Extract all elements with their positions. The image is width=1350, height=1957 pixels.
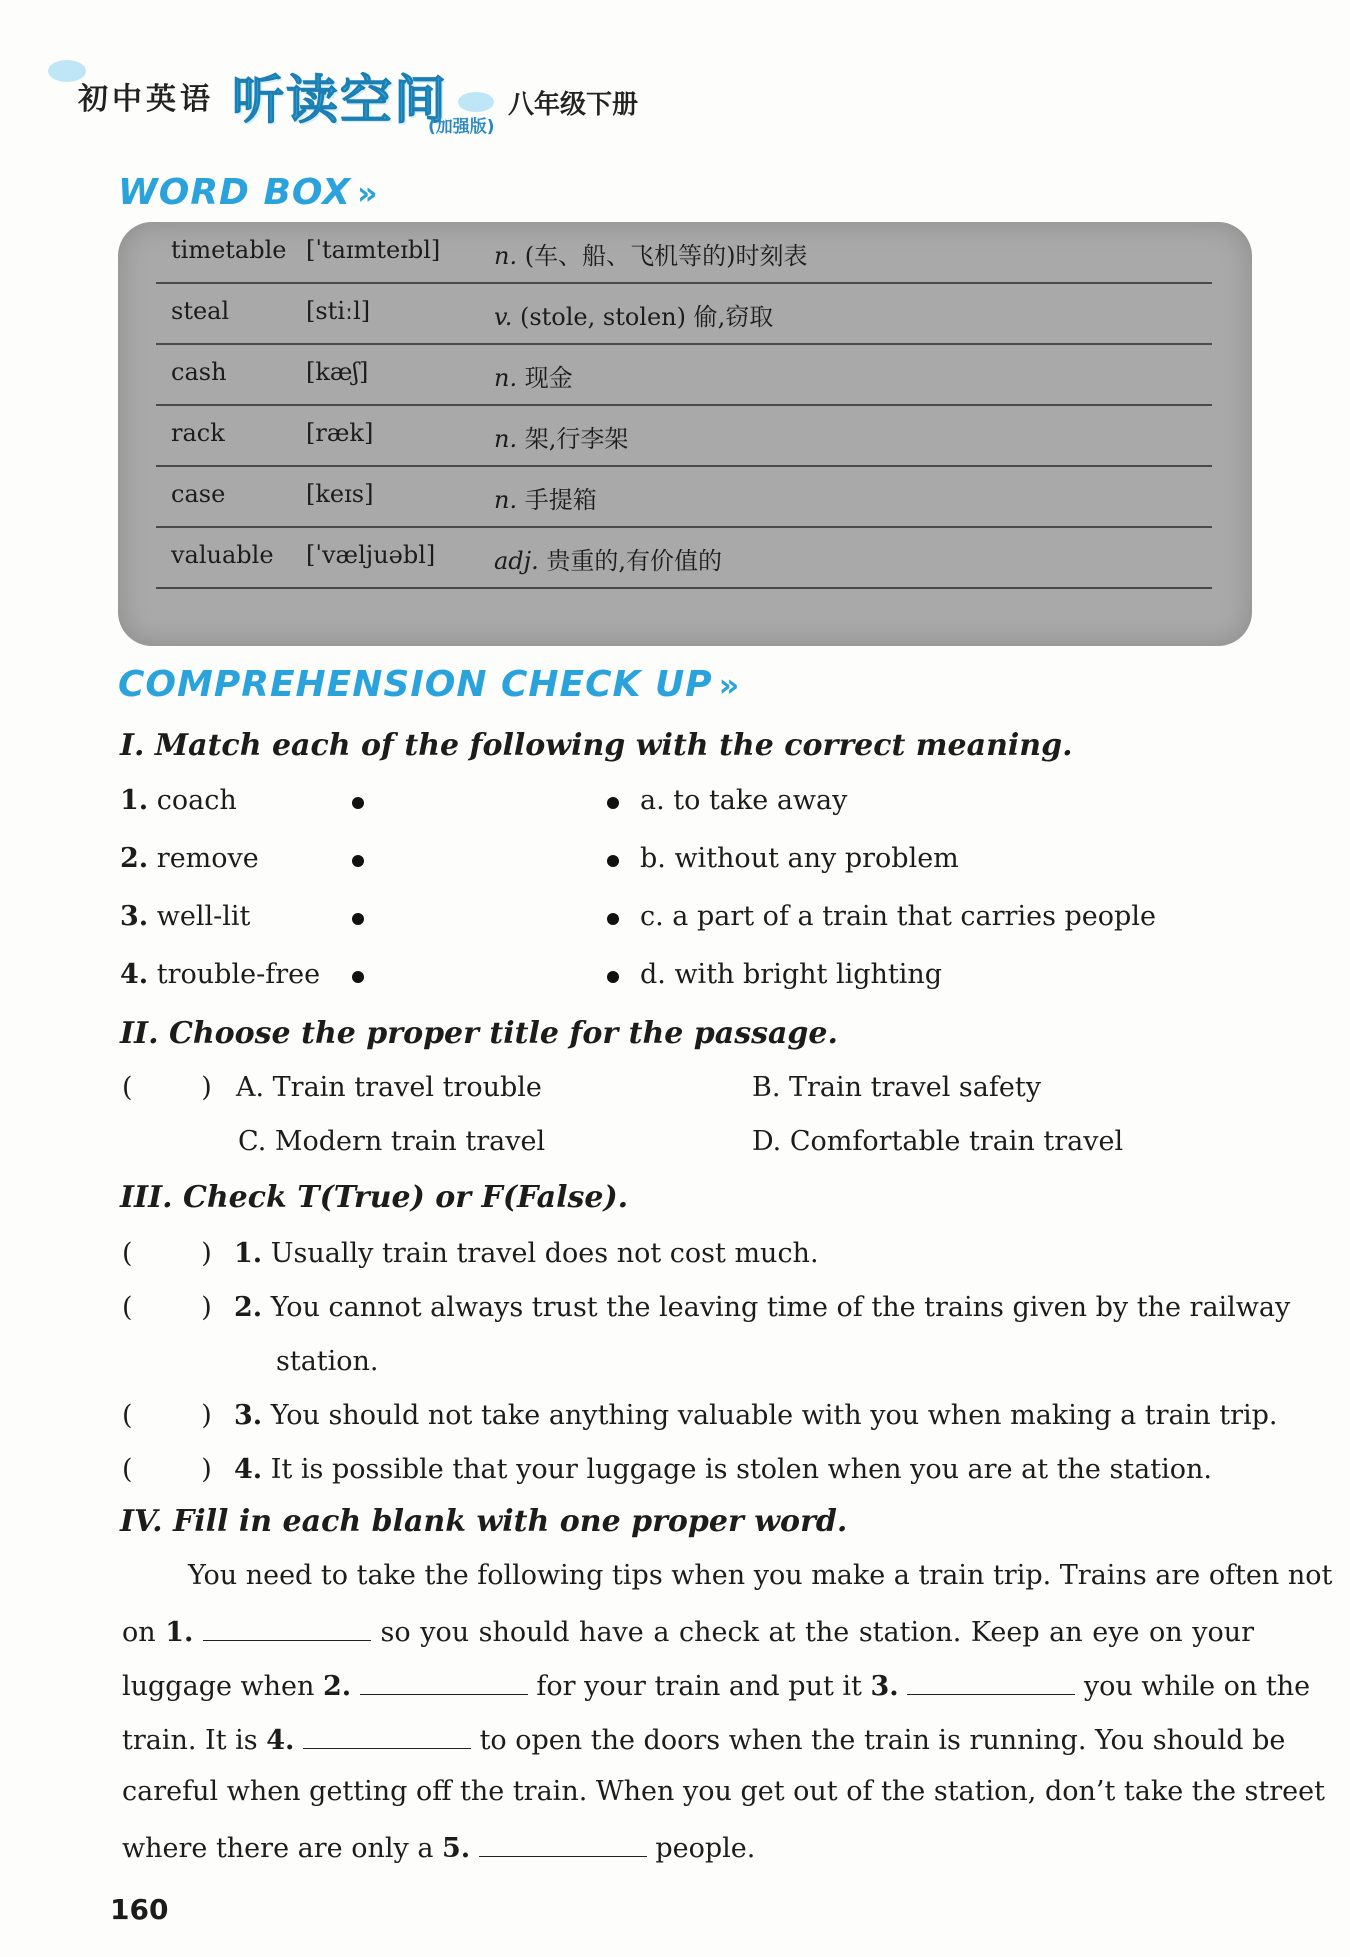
match-meaning: b. without any problem (640, 843, 959, 874)
phonetic: [ræk] (306, 419, 374, 447)
blank-input-2[interactable] (360, 1668, 528, 1695)
passage-text: for your train and put it (527, 1671, 871, 1702)
series-title: 初中英语 (78, 82, 214, 117)
match-dot-left[interactable] (352, 913, 364, 925)
definition (494, 358, 573, 393)
word-row (156, 527, 1212, 589)
word-box-heading (118, 172, 379, 213)
match-dot-right[interactable] (607, 913, 619, 925)
word: steal (171, 297, 230, 325)
term-text: coach (156, 785, 237, 816)
blank-input-1[interactable] (203, 1614, 371, 1641)
passage-text: careful when getting off the train. When you get out of the station, don’t take the street (122, 1776, 1325, 1807)
option-a: A. Train travel trouble (236, 1072, 542, 1103)
part3-title: III. Check T(True) or F(False). (120, 1180, 629, 1215)
item-number: 1. (234, 1238, 263, 1269)
word-row (156, 466, 1212, 528)
part-of-speech: n. (494, 486, 518, 514)
answer-bracket[interactable]: ( ) (122, 1454, 212, 1485)
match-term (120, 785, 237, 816)
cloud-decoration (458, 92, 494, 112)
passage-line (188, 1560, 1333, 1591)
part1-title: I. Match each of the following with the correct meaning. (120, 728, 1073, 763)
comprehension-heading-text: COMPREHENSION CHECK UP (118, 664, 713, 705)
phonetic: [stiːl] (306, 297, 371, 325)
option-c: C. Modern train travel (238, 1126, 546, 1157)
word-row (156, 344, 1212, 406)
match-dot-left[interactable] (352, 797, 364, 809)
blank-input-3[interactable] (907, 1668, 1075, 1695)
meaning: 现金 (524, 364, 573, 392)
term-text: trouble-free (156, 959, 321, 990)
passage-text: people. (646, 1833, 756, 1864)
part-of-speech: n. (494, 242, 518, 270)
match-meaning: a. to take away (640, 785, 848, 816)
passage-text: so you should have a check at the station. Keep an eye on your (370, 1617, 1254, 1648)
match-term (120, 843, 259, 874)
part4-title: IV. Fill in each blank with one proper word. (120, 1504, 848, 1539)
blank-number: 5. (442, 1833, 471, 1864)
passage-line (122, 1776, 1325, 1807)
word: valuable (171, 541, 274, 569)
definition (494, 297, 773, 332)
phonetic: [ˈtaɪmteɪbl] (306, 236, 441, 264)
match-meaning: d. with bright lighting (640, 959, 943, 990)
answer-bracket[interactable]: ( ) (122, 1072, 212, 1103)
item-number: 1. (120, 785, 149, 816)
word: cash (171, 358, 227, 386)
blank-number: 4. (266, 1725, 295, 1756)
definition (494, 480, 597, 515)
blank-input-5[interactable] (479, 1830, 647, 1857)
phonetic: [keɪs] (306, 480, 374, 508)
statement-text: You cannot always trust the leaving time of the trains given by the railway (270, 1292, 1291, 1323)
cloze-passage (122, 1560, 1333, 1880)
tf-item (234, 1292, 1291, 1323)
match-dot-right[interactable] (607, 797, 619, 809)
match-dot-right[interactable] (607, 971, 619, 983)
item-number: 3. (234, 1400, 263, 1431)
blank-input-4[interactable] (303, 1722, 471, 1749)
passage-text: where there are only a (122, 1833, 442, 1864)
definition (494, 236, 807, 271)
meaning: (车、船、飞机等的)时刻表 (524, 242, 808, 270)
option-d: D. Comfortable train travel (752, 1126, 1124, 1157)
word-box-table (118, 222, 1252, 646)
word: timetable (171, 236, 287, 264)
meaning: 手提箱 (524, 486, 597, 514)
meaning: 贵重的,有价值的 (546, 547, 723, 575)
item-number: 2. (120, 843, 149, 874)
word: rack (171, 419, 225, 447)
part-of-speech: n. (494, 425, 518, 453)
passage-line (122, 1830, 1254, 1864)
match-dot-left[interactable] (352, 971, 364, 983)
meaning: (stole, stolen) 偷,窃取 (519, 303, 774, 331)
page-number: 160 (110, 1893, 169, 1926)
answer-bracket[interactable]: ( ) (122, 1238, 212, 1269)
double-chevron-icon: » (718, 666, 741, 704)
match-meaning: c. a part of a train that carries people (640, 901, 1156, 932)
passage-text: to open the doors when the train is running. You should be (471, 1725, 1286, 1756)
part-of-speech: v. (494, 303, 513, 331)
item-number: 2. (234, 1292, 263, 1323)
definition (494, 541, 722, 576)
part-of-speech: n. (494, 364, 518, 392)
passage-text: train. It is (122, 1725, 267, 1756)
phonetic: [kæʃ] (306, 358, 369, 386)
blank-number: 1. (165, 1617, 194, 1648)
double-chevron-icon: » (356, 174, 379, 212)
word-row (156, 405, 1212, 467)
grade-label: 八年级下册 (508, 90, 639, 120)
part2-title: II. Choose the proper title for the passage. (120, 1016, 838, 1051)
passage-text: you while on the (1075, 1671, 1311, 1702)
passage-text: luggage when (122, 1671, 323, 1702)
meaning: 架,行李架 (524, 425, 629, 453)
statement-text: Usually train travel does not cost much. (270, 1238, 819, 1269)
word-row (156, 222, 1212, 284)
passage-line (122, 1668, 1311, 1702)
edition-label: (加强版) (428, 117, 495, 137)
tf-item (234, 1454, 1212, 1485)
term-text: remove (156, 843, 259, 874)
statement-continuation: station. (276, 1346, 379, 1377)
passage-line (122, 1722, 1286, 1756)
part-of-speech: adj. (494, 547, 539, 575)
match-term (120, 901, 250, 932)
word: case (171, 480, 226, 508)
word-row (156, 283, 1212, 345)
phonetic: [ˈvæljuəbl] (306, 541, 436, 569)
passage-line (122, 1614, 1254, 1648)
match-dot-left[interactable] (352, 855, 364, 867)
term-text: well-lit (156, 901, 251, 932)
passage-text: You need to take the following tips when you make a train trip. Trains are often not (188, 1560, 1333, 1591)
match-dot-right[interactable] (607, 855, 619, 867)
blank-number: 2. (322, 1671, 352, 1702)
series-logo: 听读空间 (232, 71, 449, 131)
word-box-heading-text: WORD BOX (118, 172, 351, 213)
definition (494, 419, 628, 454)
tf-item (234, 1400, 1278, 1431)
item-number: 4. (234, 1454, 263, 1485)
match-term (120, 959, 320, 990)
option-b: B. Train travel safety (752, 1072, 1041, 1103)
answer-bracket[interactable]: ( ) (122, 1292, 212, 1323)
item-number: 4. (120, 959, 149, 990)
item-number: 3. (120, 901, 149, 932)
answer-bracket[interactable]: ( ) (122, 1400, 212, 1431)
comprehension-heading (118, 664, 740, 705)
statement-text: It is possible that your luggage is stolen when you are at the station. (270, 1454, 1212, 1485)
blank-number: 3. (870, 1671, 899, 1702)
statement-text: You should not take anything valuable with you when making a train trip. (270, 1400, 1278, 1431)
passage-text: on (122, 1617, 166, 1648)
tf-item (234, 1238, 819, 1269)
